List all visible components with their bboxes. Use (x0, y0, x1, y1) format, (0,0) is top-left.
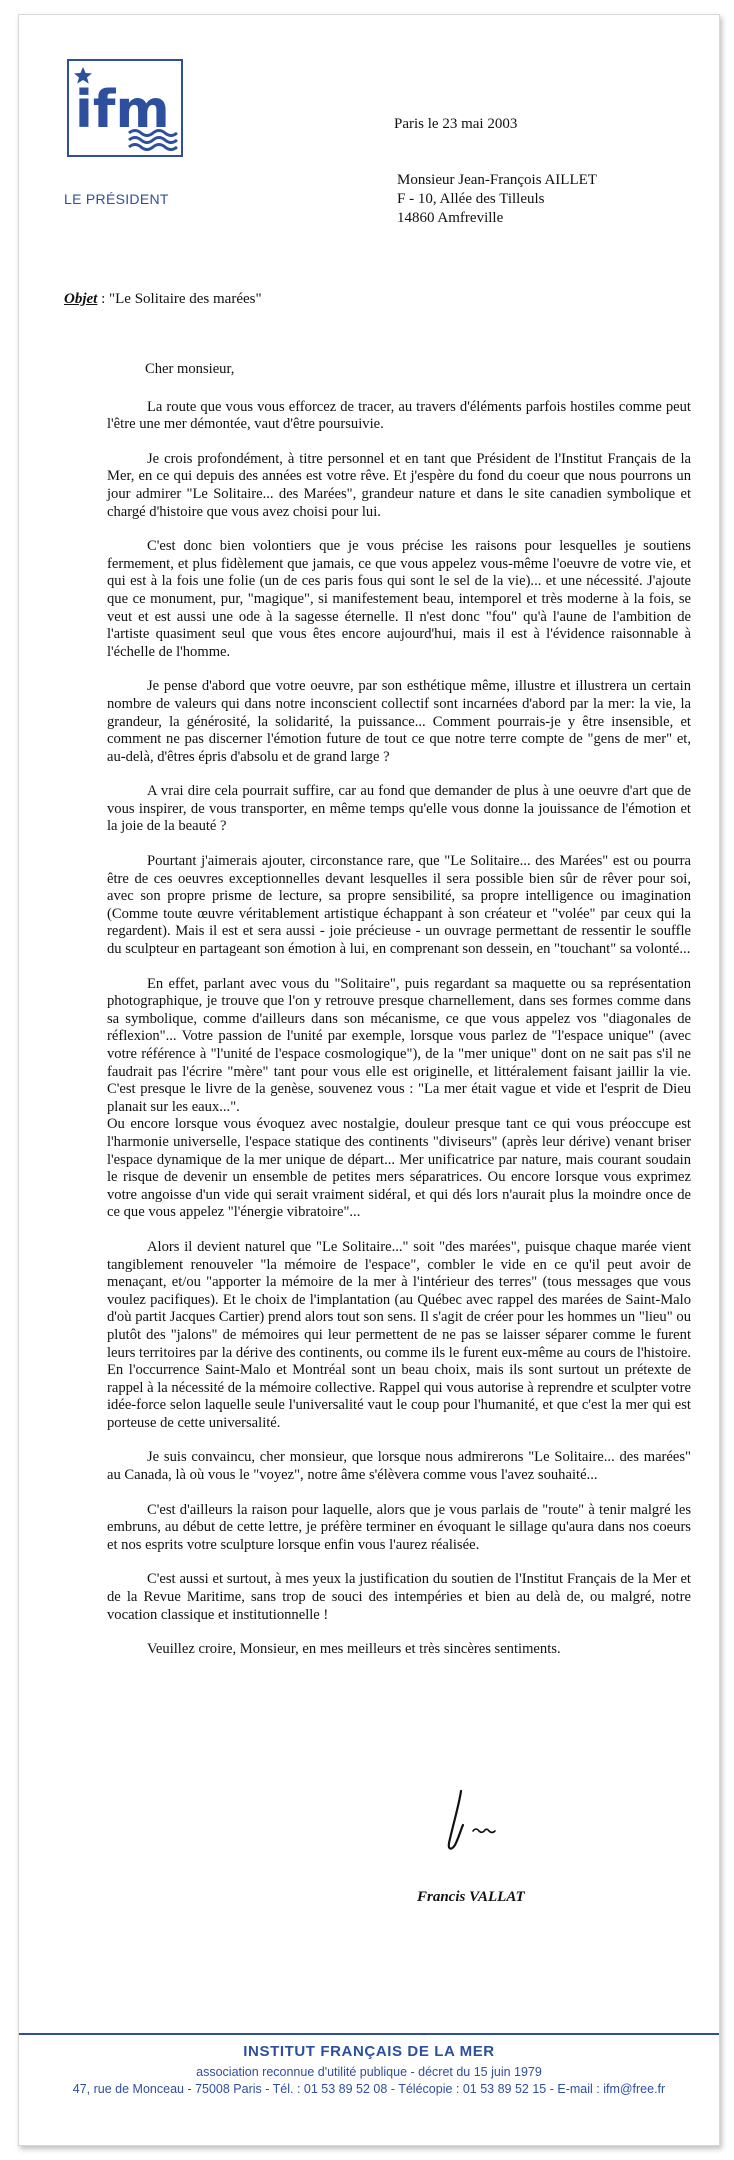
recipient-street: F - 10, Allée des Tilleuls (397, 191, 545, 207)
logo-lettering: ifm (75, 80, 170, 140)
recipient-name: Monsieur Jean-François AILLET (397, 172, 597, 188)
letter-page (18, 14, 720, 2146)
paragraph: Je suis convaincu, cher monsieur, que lorsque nous admirerons "Le Solitaire... des marées" au Canada, là où vous le "voyez", notre âme s'élèvera comme vous l'avez souhaité... (107, 1449, 691, 1484)
date-line: Paris le 23 mai 2003 (394, 116, 518, 132)
signer-name: Francis VALLAT (417, 1889, 525, 1905)
ifm-logo-mark (69, 61, 181, 155)
ifm-logo (67, 59, 183, 157)
recipient-address (397, 171, 597, 228)
salutation: Cher monsieur, (145, 361, 235, 377)
paragraph: Ou encore lorsque vous évoquez avec nostalgie, douleur presque tant ce qui vous préoccupe est l'harmonie universelle, l'espace statique des continents "diviseurs" (après leur dérive) venant briser l'espace dynamique de la mer unique de départ... Mer unificatrice par nature, mais courant soudain le risque de devenir un ensemble de petites mers séparatrices. Ou encore lorsque vous exprimez votre angoisse d'un vide qui serait vraiment sidéral, et qui dés lors n'aurait plus la moindre once de ce que vous appelez "l'énergie vibratoire"... (107, 1116, 691, 1221)
recipient-city: 14860 Amfreville (397, 210, 504, 226)
letterhead-footer (19, 2043, 719, 2096)
footer-contact: 47, rue de Monceau - 75008 Paris - Tél. : 01 53 89 52 08 - Télécopie : 01 53 89 52 15 - E-mail : ifm@free.fr (72, 2082, 666, 2096)
paragraph: Alors il devient naturel que "Le Solitaire..." soit "des marées", puisque chaque marée vient tangiblement renouveler "la mémoire de l'espace", combler le vide en ce qu'il peut avoir de menaçant, et/ou "apporter la mémoire de la mer à l'intérieur des terres" (tous messages que vous voulez pacifiques). Et le choix de l'implantation (au Québec avec rappel des marées de Saint-Malo d'où partit Jacques Cartier) prend alors tout son sens. Il s'agit de créer pour les hommes un "lieu" ou plutôt des "jalons" de mémoires qui leur permettent de ne pas se laisser séparer comme le furent leurs territoires par la dérive des continents, ou comme ils le furent eux-même au cours de l'histoire. En l'occurrence Saint-Malo et Montréal sont un beau choix, mais ils sont surtout un prétexte de rappel à la nécessité de la mémoire collective. Rappel qui vous autorise à reprendre et sculpter votre idée-force selon laquelle seule l'universalité vaut le coup pour l'humanité, et que c'est la mer qui est porteuse de cette universalité. (107, 1238, 691, 1431)
footer-organization: INSTITUT FRANÇAIS DE LA MER (243, 2043, 495, 2060)
subject-line (64, 291, 262, 308)
paragraph: C'est donc bien volontiers que je vous précise les raisons pour lesquelles je soutiens fermement, et plus fidèlement que jamais, ce que vous appelez vous-même l'oeuvre de votre vie, et qui est à la fois une folie (un de ces paris fous qui sont le sel de la vie)... et une nécessité. J'ajoute que ce monument, pur, "magique", si manifestement beau, intemporel et très moderne à la fois, se veut et est aussi une ode à la sagesse éternelle. Il n'est donc "fou" qu'à l'aune de l'ambition de l'artiste quasiment seul que vous êtes encore aujourd'hui, mais il est à l'évidence raisonnable à l'échelle de l'homme. (107, 538, 691, 660)
subject-separator: : (97, 291, 109, 307)
letter-body (107, 361, 691, 1676)
paragraph: Je pense d'abord que votre oeuvre, par son esthétique même, illustre et illustrera un certain nombre de valeurs qui dans notre inconscient collectif sont incarnées d'abord par la mer: la vie, la grandeur, la générosité, la solidarité, la puissance... Comment pourrais-je y être insensible, et comment ne pas discerner l'émotion future de tout ce que notre terre compte de "gens de mer" et, au-delà, d'êtres épris d'absolu et de grand large ? (107, 678, 691, 765)
paragraph: Je crois profondément, à titre personnel et en tant que Président de l'Institut Français de la Mer, en ce qui depuis des années est votre rêve. Et j'espère du fond du coeur que nous pourrons un jour admirer "Le Solitaire... des Marées", grandeur nature et dans le site canadien symbolique et chargé d'histoire que vous avez choisi pour lui. (107, 450, 691, 520)
paragraph: C'est aussi et surtout, à mes yeux la justification du soutien de l'Institut Français de la Mer et de la Revue Maritime, sans trop de souci des intempéries et bien au delà de, ou malgré, notre vocation classique et institutionnelle ! (107, 1571, 691, 1623)
footer-divider (19, 2033, 719, 2035)
subject-label: Objet (64, 291, 98, 307)
paragraph: A vrai dire cela pourrait suffire, car au fond que demander de plus à une oeuvre d'art que de vous inspirer, de vous transporter, en même temps qu'elle vous donne la jouissance de l'émotion et la joie de la beauté ? (107, 783, 691, 835)
signature-scribble-icon (437, 1785, 527, 1865)
paragraph: Pourtant j'aimerais ajouter, circonstance rare, que "Le Solitaire... des Marées" est ou pourra être de ces oeuvres exceptionnelles devant lesquelles il sera possible bien sûr de rêver pour soi, avec son propre prisme de lecture, sa propre sensibilité, sa propre intelligence ou imagination (Comme toute œuvre véritablement artistique échappant à son créateur et "volée" par ceux qui la regardent). Mais il est et sera aussi - joie précieuse - un ouvrage permettant de ressentir le souffle du sculpteur en partageant son émotion à lui, en comprenant son dessein, en "touchant" sa volonté... (107, 853, 691, 958)
closing: Veuillez croire, Monsieur, en mes meilleurs et très sincères sentiments. (147, 1641, 561, 1658)
footer-subtitle: association reconnue d'utilité publique - décret du 15 juin 1979 (196, 2065, 542, 2079)
president-label: LE PRÉSIDENT (64, 191, 169, 207)
subject-text: "Le Solitaire des marées" (109, 291, 262, 307)
handwritten-signature (437, 1785, 527, 1870)
paragraph: C'est d'ailleurs la raison pour laquelle, alors que je vous parlais de "route" à tenir malgré les embruns, au début de cette lettre, je préfère terminer en évoquant le sillage qu'aura dans nos coeurs et nos esprits votre sculpture lorsque enfin vous l'aurez réalisée. (107, 1501, 691, 1553)
paragraph: En effet, parlant avec vous du "Solitaire", puis regardant sa maquette ou sa représentation photographique, je trouve que l'on y retrouve presque charnellement, dans ses formes comme dans sa symbolique, comme d'ailleurs dans son mécanisme, ce que vous appelez vos "diagonales de réflexion"... Votre passion de l'unité par exemple, lorsque vous parlez de "l'espace unique" (avec votre référence à "l'unité de l'espace cosmologique"), de la "mer unique" dont on ne sait pas s'il ne faudrait pas l'écrire "mère" tant pour vous elle est originelle, et littéralement faisant jaillir la vie. C'est presque le livre de la genèse, souvenez vous : "La mer était vague et vide et l'esprit de Dieu planait sur les eaux...". (107, 975, 691, 1115)
paragraph: La route que vous vous efforcez de tracer, au travers d'éléments parfois hostiles comme peut l'être une mer démontée, vaut d'être poursuivie. (107, 398, 691, 433)
